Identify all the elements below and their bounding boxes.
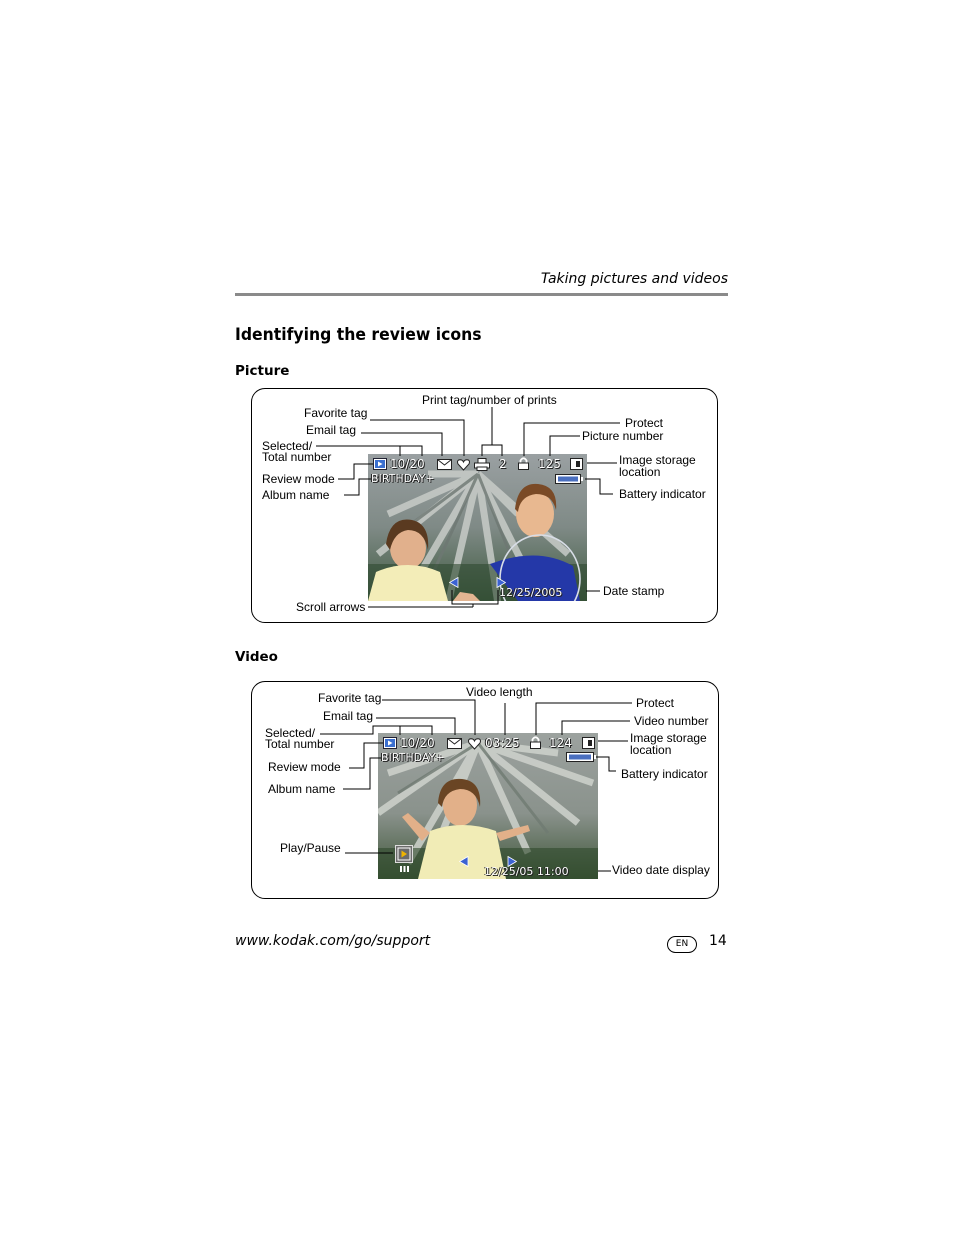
label-email-tag: Email tag xyxy=(306,423,357,437)
picture-heading: Picture xyxy=(235,363,290,379)
label-video-album-name: Album name xyxy=(268,782,336,796)
label-favorite-tag: Favorite tag xyxy=(304,406,368,420)
video-date-stamp: 12/25/05 11:00 xyxy=(484,865,569,878)
label-review-mode: Review mode xyxy=(262,472,335,486)
label-selected: Selected/ xyxy=(262,439,313,453)
label-video-total-number: Total number xyxy=(265,737,335,751)
label-video-date-display: Video date display xyxy=(612,863,710,877)
label-play-pause: Play/Pause xyxy=(280,841,341,855)
label-video-favorite-tag: Favorite tag xyxy=(318,691,382,705)
label-video-image-storage: Image storage xyxy=(630,731,707,745)
label-date-stamp: Date stamp xyxy=(603,584,665,598)
running-header: Taking pictures and videos xyxy=(540,271,728,287)
label-video-location: location xyxy=(630,743,672,757)
label-video-email-tag: Email tag xyxy=(323,709,374,723)
label-location: location xyxy=(619,465,661,479)
video-number: 124 xyxy=(549,736,572,750)
picture-album-name: BIRTHDAY+ xyxy=(371,472,435,485)
language-badge: EN xyxy=(667,936,697,953)
label-picture-number: Picture number xyxy=(582,429,664,443)
video-heading: Video xyxy=(235,649,278,665)
label-total-number: Total number xyxy=(262,450,332,464)
video-length-readout: 03:25 xyxy=(485,736,520,750)
page-title: Identifying the review icons xyxy=(235,325,482,345)
number-of-prints: 2 xyxy=(499,457,507,471)
label-protect: Protect xyxy=(625,416,664,430)
picture-date-stamp: 12/25/2005 xyxy=(499,586,563,599)
page-number: 14 xyxy=(709,933,727,949)
picture-number: 125 xyxy=(538,457,561,471)
label-video-selected: Selected/ xyxy=(265,726,316,740)
label-video-protect: Protect xyxy=(636,696,675,710)
video-album-name: BIRTHDAY+ xyxy=(381,751,445,764)
label-video-review-mode: Review mode xyxy=(268,760,341,774)
label-video-battery-indicator: Battery indicator xyxy=(621,767,708,781)
label-battery-indicator: Battery indicator xyxy=(619,487,706,501)
picture-selected-total: 10/20 xyxy=(390,457,425,471)
label-print-tag: Print tag/number of prints xyxy=(422,393,557,407)
footer-url[interactable]: www.kodak.com/go/support xyxy=(235,933,431,949)
label-video-number: Video number xyxy=(634,714,709,728)
label-scroll-arrows: Scroll arrows xyxy=(296,600,366,614)
video-selected-total: 10/20 xyxy=(400,736,435,750)
label-video-length: Video length xyxy=(466,685,533,699)
label-image-storage: Image storage xyxy=(619,453,696,467)
label-album-name: Album name xyxy=(262,488,330,502)
